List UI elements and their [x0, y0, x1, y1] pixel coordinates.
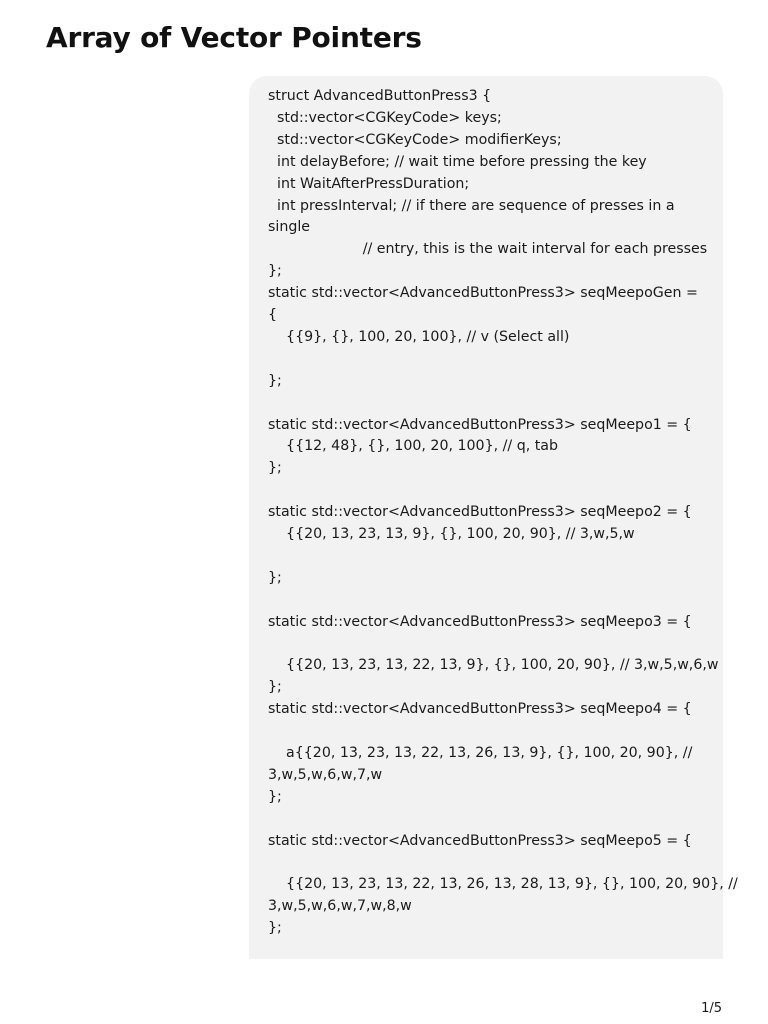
code-line: {{9}, {}, 100, 20, 100}, // v (Select all) [268, 328, 570, 345]
code-line: // entry, this is the wait interval for each presses [268, 241, 708, 258]
code-line: }; [268, 263, 282, 280]
code-line [268, 809, 709, 831]
code-line: { [268, 307, 278, 324]
message-bubble[interactable] [249, 76, 738, 959]
code-line [268, 393, 709, 415]
code-line: static std::vector<AdvancedButtonPress3> seqMeepo3 = { [268, 613, 692, 630]
code-line [268, 721, 709, 743]
code-line: std::vector<CGKeyCode> keys; [268, 109, 502, 126]
code-line [268, 480, 709, 502]
code-line: {{20, 13, 23, 13, 22, 13, 26, 13, 28, 13, 9}, {}, 100, 20, 90}, // [268, 876, 738, 893]
code-line [268, 546, 709, 568]
code-line [268, 349, 709, 371]
code-line: int WaitAfterPressDuration; [268, 175, 470, 192]
code-line: }; [268, 372, 282, 389]
code-line: }; [268, 679, 282, 696]
code-line: }; [268, 569, 282, 586]
code-line: static std::vector<AdvancedButtonPress3> seqMeepo1 = { [268, 416, 692, 433]
code-line: a{{20, 13, 23, 13, 22, 13, 26, 13, 9}, {}, 100, 20, 90}, // [268, 745, 693, 762]
code-line: int pressInterval; // if there are sequence of presses in a [268, 197, 675, 214]
code-line [268, 590, 709, 612]
code-line: 3,w,5,w,6,w,7,w [268, 766, 383, 783]
code-line: std::vector<CGKeyCode> modifierKeys; [268, 131, 562, 148]
page-title: Array of Vector Pointers [46, 21, 422, 54]
code-line: single [268, 219, 311, 236]
code-line: static std::vector<AdvancedButtonPress3> seqMeepo2 = { [268, 504, 692, 521]
page-counter: 1/5 [701, 1001, 722, 1016]
code-line: {{20, 13, 23, 13, 22, 13, 9}, {}, 100, 20, 90}, // 3,w,5,w,6,w [268, 657, 719, 674]
code-line: {{20, 13, 23, 13, 9}, {}, 100, 20, 90}, // 3,w,5,w [268, 526, 635, 543]
code-line: struct AdvancedButtonPress3 { [268, 88, 492, 104]
code-line: int delayBefore; // wait time before pressing the key [268, 153, 647, 170]
code-line: 3,w,5,w,6,w,7,w,8,w [268, 898, 412, 915]
code-block [268, 86, 738, 940]
code-line [268, 634, 709, 656]
code-line: }; [268, 920, 282, 937]
code-line: static std::vector<AdvancedButtonPress3> seqMeepoGen = [268, 285, 698, 302]
code-line: }; [268, 460, 282, 477]
code-line: }; [268, 788, 282, 805]
code-line: {{12, 48}, {}, 100, 20, 100}, // q, tab [268, 438, 558, 455]
code-line: static std::vector<AdvancedButtonPress3> seqMeepo4 = { [268, 701, 692, 718]
code-line: static std::vector<AdvancedButtonPress3> seqMeepo5 = { [268, 832, 692, 849]
code-line [268, 853, 709, 875]
